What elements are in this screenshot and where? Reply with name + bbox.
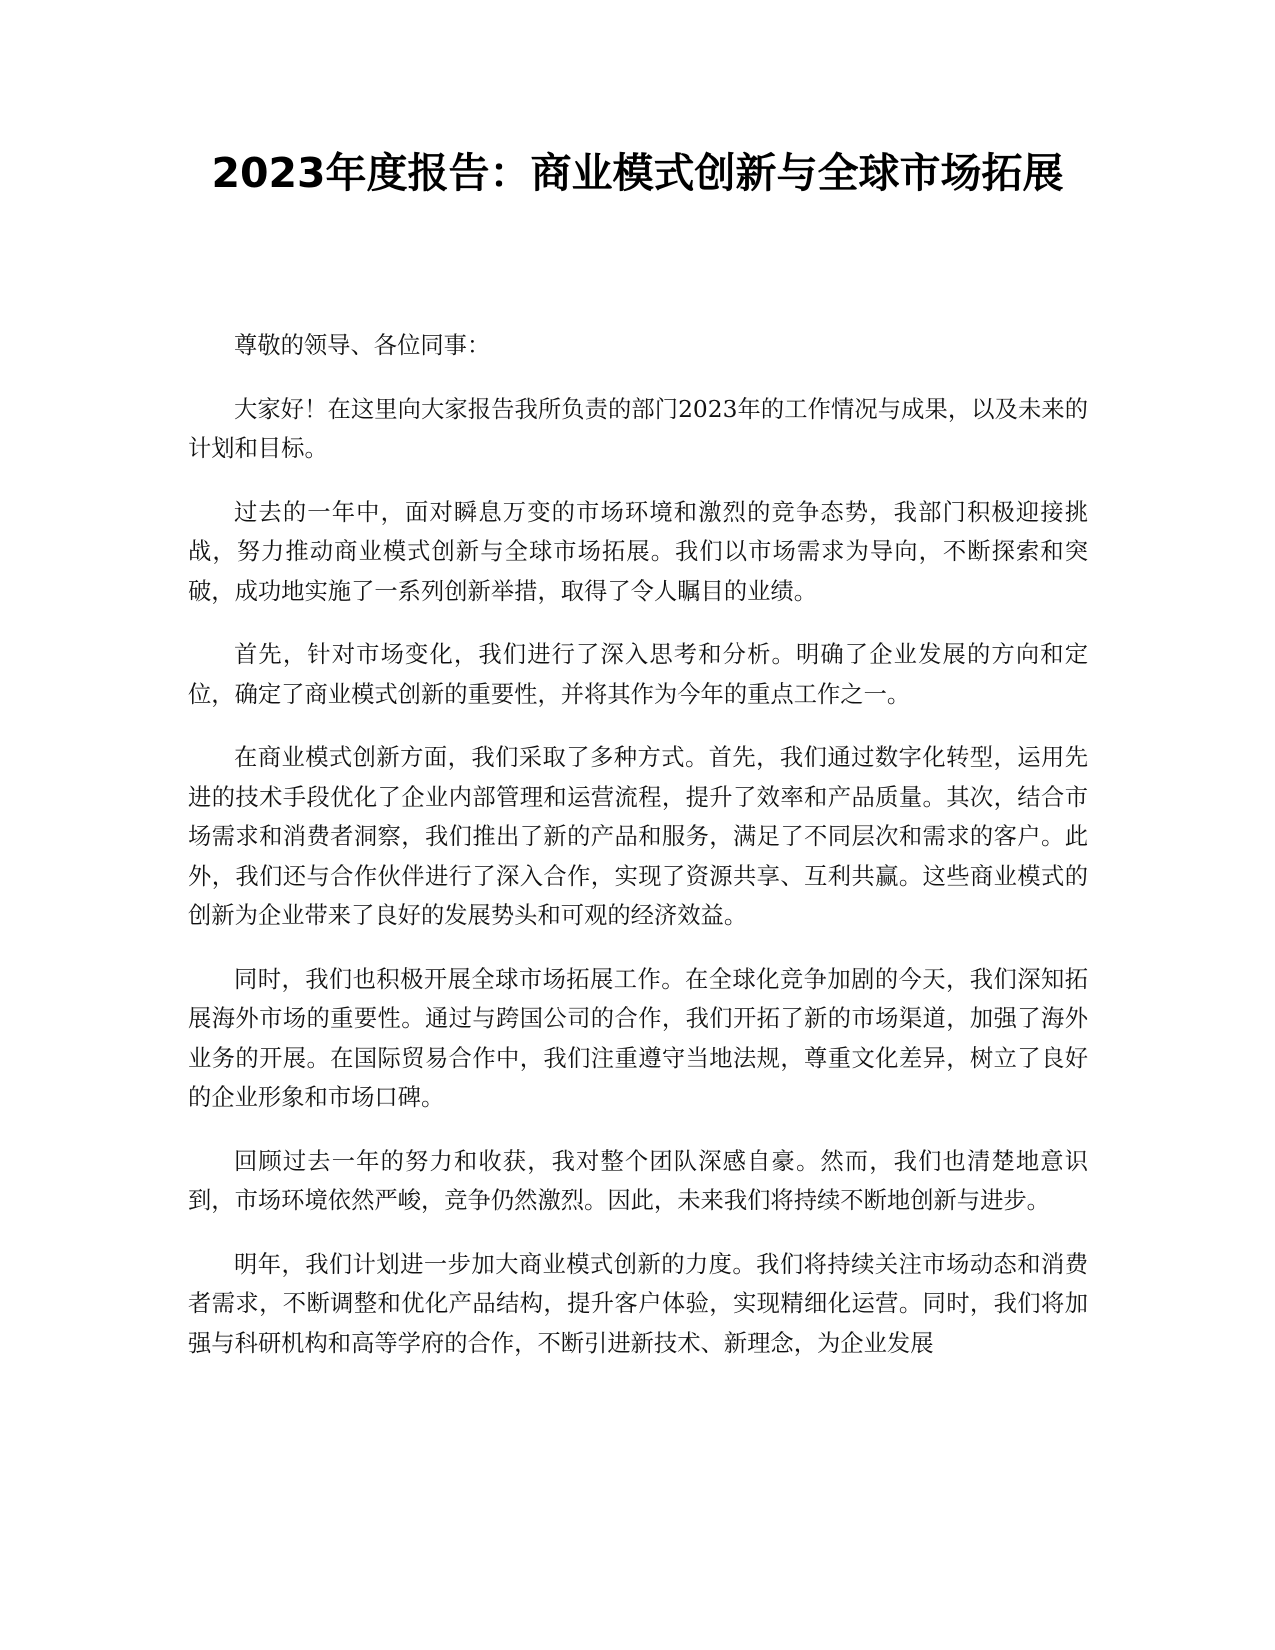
document-title: 2023年度报告：商业模式创新与全球市场拓展: [211, 149, 1064, 197]
paragraph-past-year: 过去的一年中，面对瞬息万变的市场环境和激烈的竞争态势，我部门积极迎接挑战，努力推动商业模式创新与全球市场拓展。我们以市场需求为导向，不断探索和突破，成功地实施了一系列创新举措，取得了令人瞩目的业绩。: [188, 498, 1088, 605]
paragraph-next-year: 明年，我们计划进一步加大商业模式创新的力度。我们将持续关注市场动态和消费者需求，不断调整和优化产品结构，提升客户体验，实现精细化运营。同时，我们将加强与科研机构和高等学府的合作，不断引进新技术、新理念，为企业发展: [188, 1250, 1088, 1357]
document-body: [188, 326, 1088, 1387]
paragraph-global-expansion: 同时，我们也积极开展全球市场拓展工作。在全球化竞争加剧的今天，我们深知拓展海外市场的重要性。通过与跨国公司的合作，我们开拓了新的市场渠道，加强了海外业务的开展。在国际贸易合作中，我们注重遵守当地法规，尊重文化差异，树立了良好的企业形象和市场口碑。: [188, 965, 1088, 1111]
salutation: 尊敬的领导、各位同事：: [234, 332, 491, 359]
paragraph-market-analysis: 首先，针对市场变化，我们进行了深入思考和分析。明确了企业发展的方向和定位，确定了商业模式创新的重要性，并将其作为今年的重点工作之一。: [188, 641, 1088, 708]
paragraph-greeting: 大家好！在这里向大家报告我所负责的部门2023年的工作情况与成果，以及未来的计划和目标。: [188, 395, 1088, 462]
paragraph-business-model: 在商业模式创新方面，我们采取了多种方式。首先，我们通过数字化转型，运用先进的技术手段优化了企业内部管理和运营流程，提升了效率和产品质量。其次，结合市场需求和消费者洞察，我们推出了新的产品和服务，满足了不同层次和需求的客户。此外，我们还与合作伙伴进行了深入合作，实现了资源共享、互利共赢。这些商业模式的创新为企业带来了良好的发展势头和可观的经济效益。: [188, 744, 1088, 929]
paragraph-review: 回顾过去一年的努力和收获，我对整个团队深感自豪。然而，我们也清楚地意识到，市场环境依然严峻，竞争仍然激烈。因此，未来我们将持续不断地创新与进步。: [188, 1147, 1088, 1214]
